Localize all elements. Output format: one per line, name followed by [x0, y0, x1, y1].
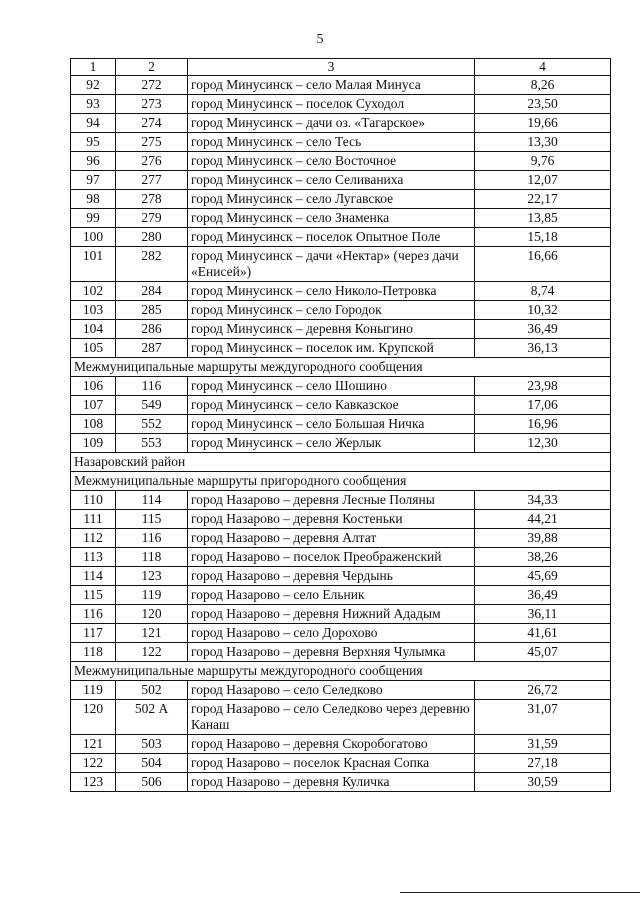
- cell-route-code: 549: [116, 396, 188, 415]
- cell-route-code: 503: [116, 735, 188, 754]
- cell-number: 122: [71, 754, 116, 773]
- cell-number: 106: [71, 377, 116, 396]
- cell-route-name: город Назарово – село Ельник: [188, 586, 475, 605]
- table-row: [71, 548, 611, 567]
- cell-number: 111: [71, 510, 116, 529]
- cell-number: 103: [71, 301, 116, 320]
- cell-number: 110: [71, 491, 116, 510]
- cell-number: 101: [71, 247, 116, 282]
- cell-distance: 16,96: [475, 415, 611, 434]
- cell-number: 119: [71, 681, 116, 700]
- cell-route-code: 119: [116, 586, 188, 605]
- cell-route-code: 121: [116, 624, 188, 643]
- cell-route-name: город Назарово – деревня Куличка: [188, 773, 475, 792]
- cell-route-name: город Минусинск – село Малая Минуса: [188, 76, 475, 95]
- table-row: [71, 76, 611, 95]
- cell-route-code: 274: [116, 114, 188, 133]
- cell-route-name: город Назарово – деревня Скоробогатово: [188, 735, 475, 754]
- table-row: [71, 700, 611, 735]
- cell-route-name: город Назарово – деревня Верхняя Чулымка: [188, 643, 475, 662]
- cell-distance: 41,61: [475, 624, 611, 643]
- cell-number: 120: [71, 700, 116, 735]
- cell-number: 121: [71, 735, 116, 754]
- section-title: Межмуниципальные маршруты пригородного сообщения: [71, 472, 611, 491]
- cell-route-code: 279: [116, 209, 188, 228]
- cell-distance: 45,07: [475, 643, 611, 662]
- cell-number: 98: [71, 190, 116, 209]
- cell-route-code: 280: [116, 228, 188, 247]
- cell-route-code: 278: [116, 190, 188, 209]
- cell-route-code: 502: [116, 681, 188, 700]
- cell-route-code: 276: [116, 152, 188, 171]
- cell-route-code: 286: [116, 320, 188, 339]
- cell-route-name: город Минусинск – село Тесь: [188, 133, 475, 152]
- cell-distance: 39,88: [475, 529, 611, 548]
- table-row: [71, 247, 611, 282]
- table-row: [71, 228, 611, 247]
- table-row: [71, 396, 611, 415]
- table-row: [71, 190, 611, 209]
- cell-distance: 8,26: [475, 76, 611, 95]
- cell-route-code: 116: [116, 529, 188, 548]
- cell-distance: 26,72: [475, 681, 611, 700]
- cell-distance: 16,66: [475, 247, 611, 282]
- cell-number: 114: [71, 567, 116, 586]
- cell-distance: 31,59: [475, 735, 611, 754]
- cell-route-code: 122: [116, 643, 188, 662]
- section-header-row: [71, 472, 611, 491]
- cell-number: 94: [71, 114, 116, 133]
- cell-number: 97: [71, 171, 116, 190]
- cell-route-name: город Минусинск – деревня Коныгино: [188, 320, 475, 339]
- cell-distance: 13,85: [475, 209, 611, 228]
- table-row: [71, 133, 611, 152]
- column-header-number: 1: [71, 59, 116, 76]
- table-row: [71, 510, 611, 529]
- cell-route-name: город Назарово – поселок Преображенский: [188, 548, 475, 567]
- section-header-row: [71, 453, 611, 472]
- table-row: [71, 301, 611, 320]
- cell-distance: 34,33: [475, 491, 611, 510]
- cell-route-name: город Назарово – деревня Чердынь: [188, 567, 475, 586]
- section-header-row: [71, 662, 611, 681]
- cell-route-name: город Минусинск – село Лугавское: [188, 190, 475, 209]
- cell-route-name: город Минусинск – село Кавказское: [188, 396, 475, 415]
- cell-route-name: город Назарово – деревня Нижний Ададым: [188, 605, 475, 624]
- table-row: [71, 282, 611, 301]
- cell-route-code: 285: [116, 301, 188, 320]
- cell-distance: 36,13: [475, 339, 611, 358]
- table-row: [71, 114, 611, 133]
- cell-number: 102: [71, 282, 116, 301]
- cell-route-code: 552: [116, 415, 188, 434]
- table-row: [71, 377, 611, 396]
- cell-distance: 36,49: [475, 320, 611, 339]
- cell-route-name: город Минусинск – село Городок: [188, 301, 475, 320]
- cell-route-code: 275: [116, 133, 188, 152]
- cell-route-code: 277: [116, 171, 188, 190]
- cell-number: 107: [71, 396, 116, 415]
- cell-distance: 38,26: [475, 548, 611, 567]
- cell-distance: 23,98: [475, 377, 611, 396]
- cell-distance: 36,49: [475, 586, 611, 605]
- cell-number: 113: [71, 548, 116, 567]
- cell-number: 93: [71, 95, 116, 114]
- table-row: [71, 152, 611, 171]
- cell-route-name: город Минусинск – поселок Опытное Поле: [188, 228, 475, 247]
- cell-distance: 22,17: [475, 190, 611, 209]
- table-header-row: [71, 59, 611, 76]
- cell-route-code: 120: [116, 605, 188, 624]
- section-title: Межмуниципальные маршруты междугородного сообщения: [71, 662, 611, 681]
- cell-route-name: город Минусинск – поселок им. Крупской: [188, 339, 475, 358]
- cell-number: 108: [71, 415, 116, 434]
- cell-number: 96: [71, 152, 116, 171]
- cell-number: 99: [71, 209, 116, 228]
- cell-distance: 36,11: [475, 605, 611, 624]
- cell-route-code: 115: [116, 510, 188, 529]
- cell-number: 118: [71, 643, 116, 662]
- cell-number: 112: [71, 529, 116, 548]
- cell-route-name: город Минусинск – село Селиваниха: [188, 171, 475, 190]
- cell-distance: 12,30: [475, 434, 611, 453]
- cell-number: 116: [71, 605, 116, 624]
- cell-distance: 9,76: [475, 152, 611, 171]
- table-row: [71, 605, 611, 624]
- cell-distance: 27,18: [475, 754, 611, 773]
- cell-number: 100: [71, 228, 116, 247]
- cell-distance: 8,74: [475, 282, 611, 301]
- table-body: [71, 76, 611, 792]
- cell-route-name: город Назарово – село Дорохово: [188, 624, 475, 643]
- cell-distance: 45,69: [475, 567, 611, 586]
- cell-route-name: город Минусинск – село Восточное: [188, 152, 475, 171]
- table-row: [71, 415, 611, 434]
- table-row: [71, 754, 611, 773]
- cell-route-name: город Назарово – деревня Алтат: [188, 529, 475, 548]
- cell-distance: 23,50: [475, 95, 611, 114]
- column-header-distance: 4: [475, 59, 611, 76]
- column-header-route-name: 3: [188, 59, 475, 76]
- cell-distance: 12,07: [475, 171, 611, 190]
- cell-number: 109: [71, 434, 116, 453]
- cell-route-name: город Минусинск – поселок Суходол: [188, 95, 475, 114]
- cell-route-code: 273: [116, 95, 188, 114]
- table-row: [71, 773, 611, 792]
- cell-route-code: 506: [116, 773, 188, 792]
- cell-route-code: 287: [116, 339, 188, 358]
- cell-route-code: 114: [116, 491, 188, 510]
- cell-number: 104: [71, 320, 116, 339]
- cell-number: 123: [71, 773, 116, 792]
- cell-distance: 30,59: [475, 773, 611, 792]
- table-row: [71, 735, 611, 754]
- cell-distance: 44,21: [475, 510, 611, 529]
- table-row: [71, 586, 611, 605]
- cell-number: 117: [71, 624, 116, 643]
- cell-route-name: город Назарово – поселок Красная Сопка: [188, 754, 475, 773]
- cell-number: 92: [71, 76, 116, 95]
- column-header-route-code: 2: [116, 59, 188, 76]
- cell-route-name: город Минусинск – село Николо-Петровка: [188, 282, 475, 301]
- table-row: [71, 171, 611, 190]
- table-row: [71, 491, 611, 510]
- cell-route-code: 504: [116, 754, 188, 773]
- cell-route-name: город Минусинск – дачи оз. «Тагарское»: [188, 114, 475, 133]
- routes-table: [70, 58, 611, 792]
- table-row: [71, 320, 611, 339]
- cell-route-name: город Минусинск – село Шошино: [188, 377, 475, 396]
- cell-route-name: город Назарово – село Селедково: [188, 681, 475, 700]
- cell-route-name: город Назарово – село Селедково через деревню Канаш: [188, 700, 475, 735]
- cell-number: 95: [71, 133, 116, 152]
- cell-route-code: 284: [116, 282, 188, 301]
- section-title: Назаровский район: [71, 453, 611, 472]
- page-number: 5: [316, 32, 324, 47]
- cell-number: 105: [71, 339, 116, 358]
- cell-route-code: 272: [116, 76, 188, 95]
- table-row: [71, 209, 611, 228]
- table-row: [71, 643, 611, 662]
- cell-route-code: 116: [116, 377, 188, 396]
- cell-route-code: 282: [116, 247, 188, 282]
- cell-route-code: 553: [116, 434, 188, 453]
- cell-route-name: город Минусинск – село Жерлык: [188, 434, 475, 453]
- table-row: [71, 529, 611, 548]
- cell-distance: 17,06: [475, 396, 611, 415]
- cell-route-name: город Минусинск – село Большая Ничка: [188, 415, 475, 434]
- table-row: [71, 339, 611, 358]
- table-row: [71, 681, 611, 700]
- footer-rule: [400, 892, 640, 893]
- table-row: [71, 624, 611, 643]
- table-row: [71, 95, 611, 114]
- cell-distance: 19,66: [475, 114, 611, 133]
- cell-number: 115: [71, 586, 116, 605]
- cell-distance: 15,18: [475, 228, 611, 247]
- section-header-row: [71, 358, 611, 377]
- cell-route-code: 123: [116, 567, 188, 586]
- table-row: [71, 434, 611, 453]
- cell-route-name: город Минусинск – дачи «Нектар» (через дачи «Енисей»): [188, 247, 475, 282]
- cell-distance: 10,32: [475, 301, 611, 320]
- cell-route-name: город Назарово – деревня Лесные Поляны: [188, 491, 475, 510]
- cell-route-code: 118: [116, 548, 188, 567]
- cell-distance: 13,30: [475, 133, 611, 152]
- cell-distance: 31,07: [475, 700, 611, 735]
- cell-route-name: город Назарово – деревня Костеньки: [188, 510, 475, 529]
- section-title: Межмуниципальные маршруты междугородного сообщения: [71, 358, 611, 377]
- table-row: [71, 567, 611, 586]
- cell-route-code: 502 А: [116, 700, 188, 735]
- cell-route-name: город Минусинск – село Знаменка: [188, 209, 475, 228]
